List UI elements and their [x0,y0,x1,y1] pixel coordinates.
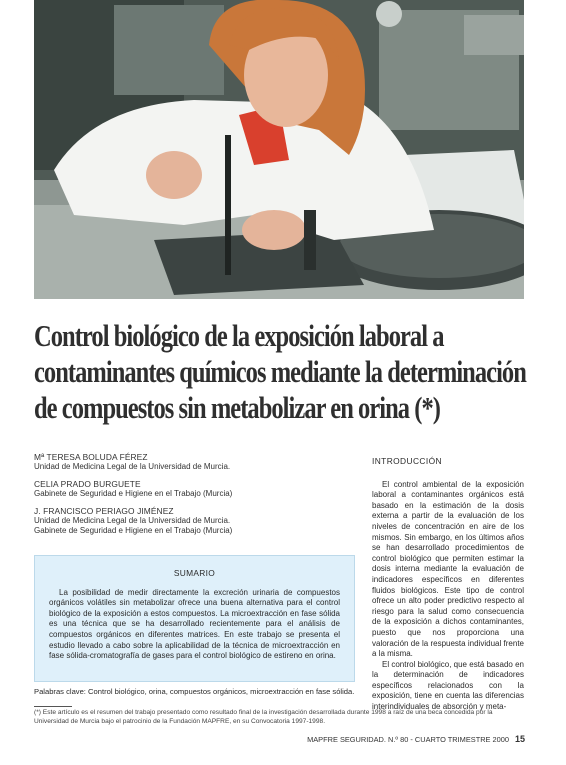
page-number: 15 [514,734,525,744]
keywords: Palabras clave: Control biológico, orina, compuestos orgánicos, microextracción en fase sólida. [34,687,355,696]
title-line-1: Control biológico de la exposición laboral a [34,318,444,353]
author-list [34,452,344,543]
page-footer [307,734,525,744]
author-entry [34,506,344,536]
author-entry [34,452,344,472]
author-affiliation: Gabinete de Seguridad e Higiene en el Trabajo (Murcia) [34,489,233,498]
article-title [34,318,526,426]
summary-text: La posibilidad de medir directamente la excreción urinaria de compuestos orgánicos volátiles sin metabolizar ofrece una buena alternativa para el control biológico de la exposición a estos compuestos. La microextracción en fase sólida es una técnica que se ha desarrollado recientemente para el análisis de compuestos orgánicos en diferentes matrices. En este trabajo se presenta el estudio llevado a cabo sobre la aplicabilidad de la técnica de microextracción en fase sólida-cromatografía de gases para el control biológico de estireno en orina. [49,587,340,661]
title-line-2: contaminantes químicos mediante la determinación [34,354,526,389]
author-affiliation: Unidad de Medicina Legal de la Universidad de Murcia. [34,516,231,525]
summary-box [34,555,355,682]
author-affiliation-secondary: Gabinete de Seguridad e Higiene en el Trabajo (Murcia) [34,526,233,535]
lab-photo-illustration [34,0,524,299]
footnote-divider [34,706,72,707]
author-affiliation: Unidad de Medicina Legal de la Universidad de Murcia. [34,462,231,471]
author-name: J. FRANCISCO PERIAGO JIMÉNEZ [34,506,174,516]
title-line-3: de compuestos sin metabolizar en orina (*) [34,390,440,425]
introduction-heading: INTRODUCCIÓN [372,456,442,466]
author-name: CELIA PRADO BURGUETE [34,479,141,489]
introduction-paragraph: El control biológico, que está basado en la determinación de indicadores específicos relacionados con la exposición, tiene en cuenta las diferencias interindividuales de absorción y meta- [372,659,524,712]
author-entry [34,479,344,499]
introduction-paragraph: El control ambiental de la exposición laboral a contaminantes orgánicos está basado en la estimación de la dosis externa a partir de la evaluación de los niveles de concentración en aire de los mismos. Sin embargo, en los últimos años se han desarrollado procedimientos de control biológico que permiten estimar la dosis interna mediante la evaluación de indicadores específicos en diferentes fluidos biológicos. Este tipo de control ofrece un alto poder predictivo respecto al riesgo para la salud como consecuencia de la exposición a dichos contaminantes, puesto que nos proporciona una valoración de la respuesta individual frente a la misma. [372,479,524,659]
lab-photo [34,0,524,299]
introduction-section [372,456,524,713]
journal-info: MAPFRE SEGURIDAD. N.º 80 - CUARTO TRIMESTRE 2000 [307,735,509,744]
footnote: (*) Este artículo es el resumen del trabajo presentado como resultado final de la investigación desarrollada durante 1998 a raíz de una beca concedida por la Universidad de Murcia bajo el patrocinio de la Fundación MAPFRE, en su Convocatoria 1997-1998. [34,709,493,725]
author-name: Mª TERESA BOLUDA FÉREZ [34,452,148,462]
summary-heading: SUMARIO [173,568,216,578]
